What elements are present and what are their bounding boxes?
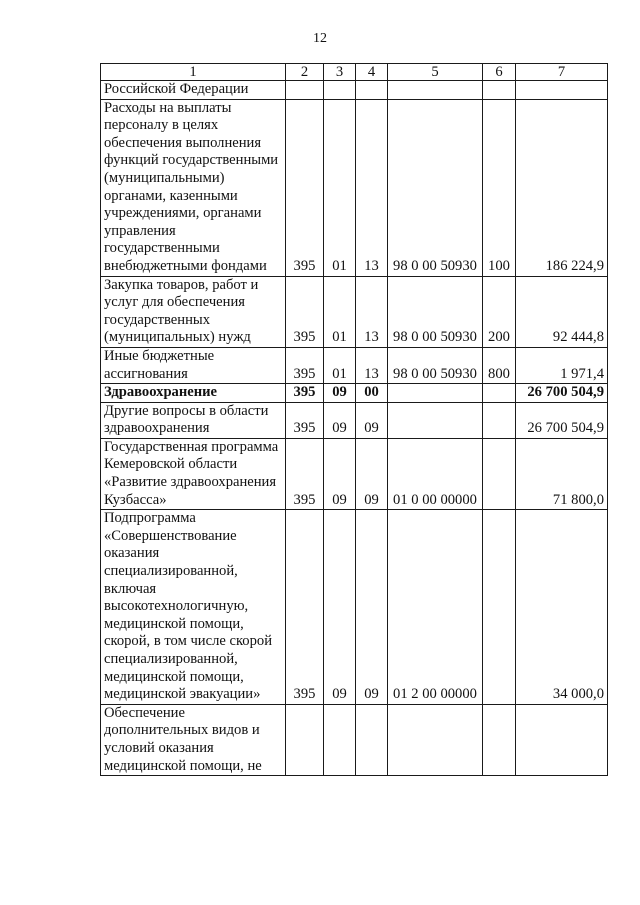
subsection-cell: 13 — [356, 276, 388, 347]
row-name-cell: Иные бюджетные ассигнования — [101, 347, 286, 383]
row-name-cell: Закупка товаров, работ и услуг для обеспечения государственных (муниципальных) нужд — [101, 276, 286, 347]
expense-type-cell: 200 — [483, 276, 516, 347]
admin-code-cell: 395 — [286, 438, 324, 509]
section-cell — [324, 704, 356, 775]
table-row — [101, 99, 608, 276]
admin-code-cell: 395 — [286, 402, 324, 438]
table-row — [101, 402, 608, 438]
budget-table — [100, 63, 608, 776]
target-article-cell — [388, 384, 483, 403]
row-name-cell: Подпрограмма «Совершенствование оказания специализированной, включая высокотехнологичную, медицинской помощи, скорой, в том числе скорой специализированной, медицинской помощи, медицинской эвакуации» — [101, 510, 286, 705]
amount-cell: 71 800,0 — [516, 438, 608, 509]
table-row — [101, 704, 608, 775]
subsection-cell — [356, 81, 388, 100]
subsection-cell: 09 — [356, 438, 388, 509]
row-name-cell: Другие вопросы в области здравоохранения — [101, 402, 286, 438]
header-cell: 3 — [324, 64, 356, 81]
subsection-cell: 13 — [356, 347, 388, 383]
target-article-cell: 01 2 00 00000 — [388, 510, 483, 705]
amount-cell — [516, 704, 608, 775]
header-row — [101, 64, 608, 81]
expense-type-cell: 800 — [483, 347, 516, 383]
header-cell: 7 — [516, 64, 608, 81]
target-article-cell: 98 0 00 50930 — [388, 347, 483, 383]
table-row — [101, 81, 608, 100]
table-row — [101, 510, 608, 705]
section-cell: 09 — [324, 510, 356, 705]
expense-type-cell — [483, 510, 516, 705]
table-row-section-total — [101, 384, 608, 403]
section-cell: 09 — [324, 384, 356, 403]
table-row — [101, 276, 608, 347]
subsection-cell: 13 — [356, 99, 388, 276]
subsection-cell: 00 — [356, 384, 388, 403]
target-article-cell: 98 0 00 50930 — [388, 99, 483, 276]
subsection-cell — [356, 704, 388, 775]
admin-code-cell — [286, 81, 324, 100]
header-cell: 5 — [388, 64, 483, 81]
row-name-cell: Расходы на выплаты персоналу в целях обеспечения выполнения функций государственными (муниципальными) органами, казенными учреждениями, органами управления государственными внебюджетными фондами — [101, 99, 286, 276]
section-cell: 09 — [324, 438, 356, 509]
section-cell — [324, 81, 356, 100]
section-cell: 01 — [324, 99, 356, 276]
subsection-cell: 09 — [356, 510, 388, 705]
target-article-cell: 01 0 00 00000 — [388, 438, 483, 509]
section-cell: 01 — [324, 347, 356, 383]
page-number: 12 — [313, 31, 327, 46]
amount-cell: 92 444,8 — [516, 276, 608, 347]
admin-code-cell — [286, 704, 324, 775]
header-cell: 4 — [356, 64, 388, 81]
header-cell: 2 — [286, 64, 324, 81]
amount-cell: 1 971,4 — [516, 347, 608, 383]
subsection-cell: 09 — [356, 402, 388, 438]
amount-cell: 26 700 504,9 — [516, 402, 608, 438]
admin-code-cell: 395 — [286, 99, 324, 276]
row-name-cell: Российской Федерации — [101, 81, 286, 100]
expense-type-cell: 100 — [483, 99, 516, 276]
admin-code-cell: 395 — [286, 384, 324, 403]
amount-cell — [516, 81, 608, 100]
amount-cell: 34 000,0 — [516, 510, 608, 705]
section-cell: 01 — [324, 276, 356, 347]
admin-code-cell: 395 — [286, 510, 324, 705]
admin-code-cell: 395 — [286, 347, 324, 383]
table-row — [101, 347, 608, 383]
expense-type-cell — [483, 384, 516, 403]
expense-type-cell — [483, 81, 516, 100]
row-name-cell: Обеспечение дополнительных видов и условий оказания медицинской помощи, не — [101, 704, 286, 775]
target-article-cell — [388, 81, 483, 100]
target-article-cell — [388, 704, 483, 775]
target-article-cell — [388, 402, 483, 438]
expense-type-cell — [483, 438, 516, 509]
expense-type-cell — [483, 402, 516, 438]
table-row — [101, 438, 608, 509]
header-cell: 6 — [483, 64, 516, 81]
section-cell: 09 — [324, 402, 356, 438]
amount-cell: 26 700 504,9 — [516, 384, 608, 403]
row-name-cell: Государственная программа Кемеровской области «Развитие здравоохранения Кузбасса» — [101, 438, 286, 509]
amount-cell: 186 224,9 — [516, 99, 608, 276]
row-name-cell: Здравоохранение — [101, 384, 286, 403]
admin-code-cell: 395 — [286, 276, 324, 347]
expense-type-cell — [483, 704, 516, 775]
target-article-cell: 98 0 00 50930 — [388, 276, 483, 347]
header-cell: 1 — [101, 64, 286, 81]
